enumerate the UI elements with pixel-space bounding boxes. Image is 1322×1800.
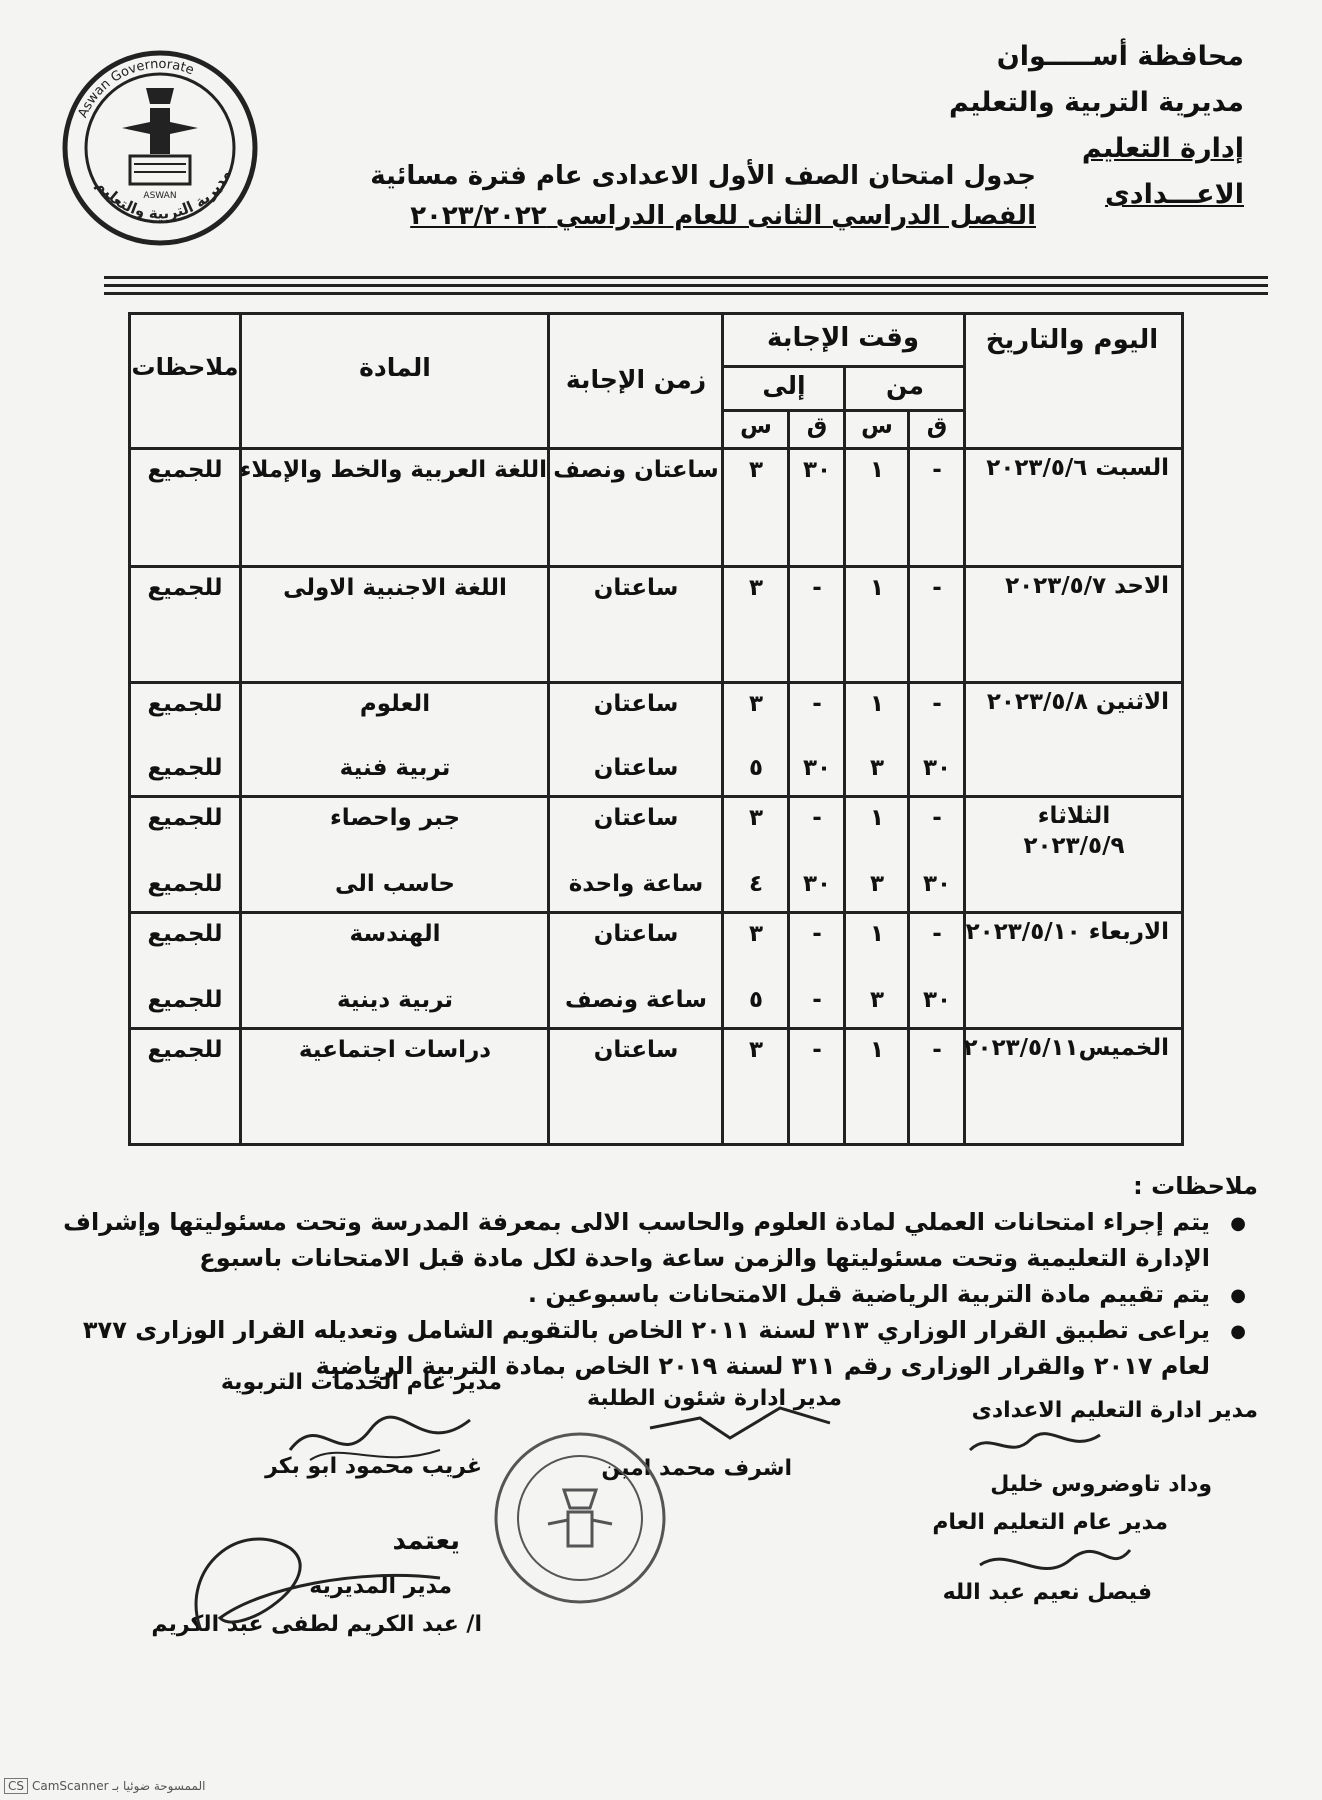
signature-name: وداد تاوضروس خليل <box>990 1472 1212 1497</box>
table-gridline <box>787 409 790 1143</box>
row-from-hour: ١ <box>869 575 885 601</box>
row-day: الثلاثاء <box>1037 803 1111 829</box>
page-title <box>330 156 1036 236</box>
row-from-hour: ٣ <box>869 871 885 897</box>
logo-top-text: Aswan Governorate <box>75 56 196 121</box>
table-gridline <box>131 681 1181 684</box>
row-subject: حاسب الى <box>335 871 455 897</box>
row-from-minute: ٣٠ <box>922 755 952 781</box>
signature-scrawl-icon <box>180 1508 460 1658</box>
signature-title: مدير عام التعليم العام <box>932 1510 1168 1535</box>
row-duration: ساعتان <box>593 921 679 947</box>
row-note: للجميع <box>147 457 223 483</box>
table-gridline <box>131 447 1181 450</box>
row-subject: تربية فنية <box>339 755 451 781</box>
row-subject: اللغة الاجنبية الاولى <box>283 575 507 601</box>
row-to-minute: ٣٠ <box>802 755 832 781</box>
row-note: للجميع <box>147 575 223 601</box>
row-day: الاربعاء ٢٠٢٣/٥/١٠ <box>965 919 1169 945</box>
row-to-minute: - <box>812 1037 822 1063</box>
row-note: للجميع <box>147 755 223 781</box>
row-duration: ساعة واحدة <box>568 871 704 897</box>
row-note: للجميع <box>147 921 223 947</box>
signature-scrawl-icon <box>280 1400 480 1480</box>
row-note: للجميع <box>147 1037 223 1063</box>
governorate-label: محافظة أســـــوان <box>996 41 1244 72</box>
row-to-hour: ٤ <box>748 871 764 897</box>
row-from-hour: ١ <box>869 921 885 947</box>
header-duration: زمن الإجابة <box>565 365 707 394</box>
directorate-label: مديرية التربية والتعليم <box>949 87 1244 118</box>
row-day: الاحد ٢٠٢٣/٥/٧ <box>1005 573 1169 599</box>
row-duration: ساعتان <box>593 805 679 831</box>
table-gridline <box>547 315 550 1143</box>
row-duration: ساعتان <box>593 691 679 717</box>
header-to-hour: س <box>740 413 772 439</box>
title-line1: جدول امتحان الصف الأول الاعدادى عام فترة مسائية <box>370 161 1036 191</box>
header-to-minute: ق <box>806 413 828 439</box>
row-to-minute: - <box>812 575 822 601</box>
directorate-logo-icon <box>60 48 260 248</box>
header-notes: ملاحظات <box>131 353 239 381</box>
row-note: للجميع <box>147 805 223 831</box>
title-line2: الفصل الدراسي الثانى للعام الدراسي ٢٠٢٣/٢٠٢٢ <box>410 201 1036 231</box>
note-item: ● يتم إجراء امتحانات العملي لمادة العلوم والحاسب الالى بمعرفة المدرسة وتحت مسئوليتها وإشراف الإدارة التعليمية وتحت مسئوليتها والزمن ساعة واحدة لكل مادة قبل الامتحانات باسبوع <box>58 1204 1210 1276</box>
row-to-hour: ٣ <box>748 575 764 601</box>
header-to: إلى <box>762 371 806 400</box>
notes-list <box>58 1204 1258 1384</box>
row-from-hour: ١ <box>869 1037 885 1063</box>
signature-scrawl-icon <box>960 1420 1110 1470</box>
row-to-minute: - <box>812 987 822 1013</box>
row-to-hour: ٥ <box>748 987 764 1013</box>
signature-name: ا/ عبد الكريم لطفى عبد الكريم <box>151 1612 482 1637</box>
table-gridline <box>131 565 1181 568</box>
notes-heading: ملاحظات : <box>1133 1172 1258 1200</box>
row-duration: ساعتان <box>593 575 679 601</box>
approve-label: يعتمد <box>392 1526 460 1556</box>
row-date: ٢٠٢٣/٥/٩ <box>1023 833 1125 859</box>
row-subject: العلوم <box>359 691 431 717</box>
row-to-minute: - <box>812 691 822 717</box>
camscanner-footer <box>4 1778 205 1794</box>
note-item: ● يراعى تطبيق القرار الوزاري ٣١٣ لسنة ٢٠١١ الخاص بالتقويم الشامل وتعديله القرار الوزارى ٣٧٧ لعام ٢٠١٧ والقرار الوزارى رقم ٣١١ لسنة ٢٠١٩ الخاص بمادة التربية الرياضية <box>58 1312 1210 1384</box>
notes-section <box>58 1168 1258 1384</box>
row-subject: جبر واحصاء <box>329 805 461 831</box>
row-from-minute: - <box>932 575 942 601</box>
row-from-hour: ١ <box>869 691 885 717</box>
header-from: من <box>886 371 924 400</box>
signature-title: مدير ادارة شئون الطلبة <box>587 1386 842 1411</box>
divider-rule <box>104 284 1268 287</box>
signature-name: اشرف محمد امين <box>601 1456 792 1481</box>
divider-rule <box>104 276 1268 279</box>
signature-name: فيصل نعيم عبد الله <box>942 1580 1152 1605</box>
administration-label: إدارة التعليم الاعـــدادى <box>1081 133 1244 210</box>
row-to-minute: - <box>812 805 822 831</box>
logo-bottom-text: مديرية التربية والتعليم <box>92 166 235 223</box>
header-day-date: اليوم والتاريخ <box>985 325 1159 355</box>
camscanner-label: CamScanner الممسوحة ضوئيا بـ <box>32 1779 206 1793</box>
row-subject: دراسات اجتماعية <box>298 1037 492 1063</box>
table-gridline <box>721 409 966 412</box>
signature-title: مدير ادارة التعليم الاعدادى <box>971 1398 1258 1423</box>
table-gridline <box>131 1027 1181 1030</box>
row-to-minute: ٣٠ <box>802 871 832 897</box>
row-day: الاثنين ٢٠٢٣/٥/٨ <box>986 689 1169 715</box>
logo-small-text: ASWAN <box>143 191 177 201</box>
row-to-hour: ٣ <box>748 1037 764 1063</box>
row-to-hour: ٣ <box>748 691 764 717</box>
row-to-hour: ٥ <box>748 755 764 781</box>
table-gridline <box>721 315 724 1143</box>
row-to-hour: ٣ <box>748 921 764 947</box>
row-note: للجميع <box>147 691 223 717</box>
row-from-minute: - <box>932 805 942 831</box>
header-from-minute: ق <box>926 413 948 439</box>
table-gridline <box>131 795 1181 798</box>
row-note: للجميع <box>147 871 223 897</box>
svg-text:Aswan Governorate <box>75 57 195 120</box>
camscanner-badge: CS <box>4 1778 28 1794</box>
row-from-minute: - <box>932 921 942 947</box>
table-gridline <box>131 911 1181 914</box>
divider-rule <box>104 292 1268 295</box>
row-from-hour: ٣ <box>869 987 885 1013</box>
signature-scrawl-icon <box>970 1540 1140 1590</box>
row-duration: ساعة ونصف <box>565 987 707 1013</box>
signature-title: مدير المديرية <box>309 1574 452 1599</box>
table-gridline <box>239 315 242 1143</box>
header-answer-time: وقت الإجابة <box>766 323 920 353</box>
row-duration: ساعتان ونصف <box>553 457 719 483</box>
row-day: الخميس٢٠٢٣/٥/١١ <box>963 1035 1169 1061</box>
table-gridline <box>907 409 910 1143</box>
row-from-hour: ٣ <box>869 755 885 781</box>
row-from-hour: ١ <box>869 457 885 483</box>
row-to-hour: ٣ <box>748 457 764 483</box>
row-subject: الهندسة <box>349 921 441 947</box>
row-to-minute: - <box>812 921 822 947</box>
exam-schedule-table <box>128 312 1184 1146</box>
row-from-minute: ٣٠ <box>922 987 952 1013</box>
table-gridline <box>721 365 966 368</box>
header-from-hour: س <box>861 413 893 439</box>
signature-title: مدير عام الخدمات التربوية <box>220 1370 502 1395</box>
row-from-minute: - <box>932 1037 942 1063</box>
row-to-minute: ٣٠ <box>802 457 832 483</box>
row-note: للجميع <box>147 987 223 1013</box>
row-from-minute: - <box>932 691 942 717</box>
row-from-minute: ٣٠ <box>922 871 952 897</box>
row-duration: ساعتان <box>593 1037 679 1063</box>
row-subject: اللغة العربية والخط والإملاء <box>239 457 547 483</box>
note-item: ● يتم تقييم مادة التربية الرياضية قبل الامتحانات باسبوعين . <box>58 1276 1210 1312</box>
row-day: السبت ٢٠٢٣/٥/٦ <box>986 455 1169 481</box>
row-to-hour: ٣ <box>748 805 764 831</box>
signature-scrawl-icon <box>640 1388 840 1458</box>
row-subject: تربية دينية <box>336 987 454 1013</box>
header-subject: المادة <box>359 353 431 382</box>
row-duration: ساعتان <box>593 755 679 781</box>
signature-name: غريب محمود ابو بكر <box>265 1454 482 1479</box>
table-gridline <box>963 315 966 1143</box>
row-from-hour: ١ <box>869 805 885 831</box>
row-from-minute: - <box>932 457 942 483</box>
